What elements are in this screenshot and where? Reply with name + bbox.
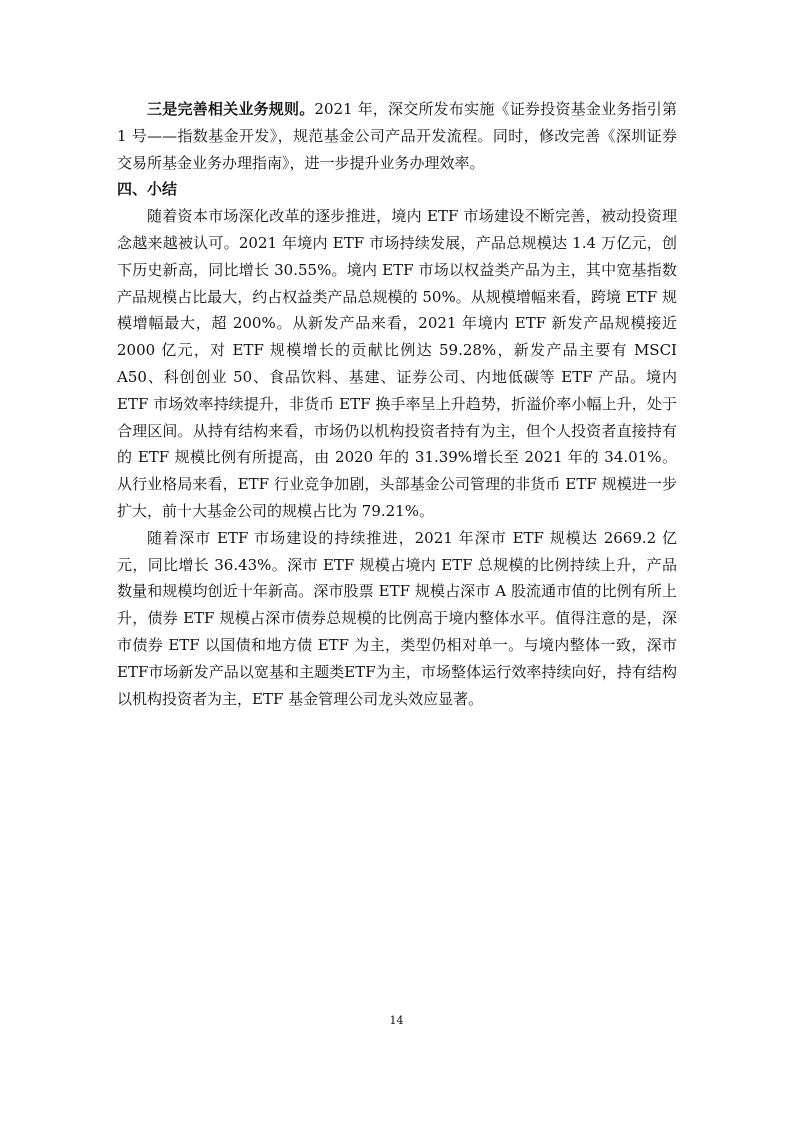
paragraph-shenzhen-etf-summary: 随着深市 ETF 市场建设的持续推进，2021 年深市 ETF 规模达 2669.2 亿元，同比增长 36.43%。深市 ETF 规模占境内 ETF 总规模的比例持续上升，产品数量和规模均创近十年新高。深市股票 ETF 规模占深市 A 股流通市值的比例有所上升，债券 ETF 规模占深市债券总规模的比例高于境内整体水平。值得注意的是，深市债券 ETF 以国债和地方债 ETF 为主，类型仍相对单一。与境内整体一致，深市ETF市场新发产品以宽基和主题类ETF为主，市场整体运行效率持续向好，持有结构以机构投资者为主，ETF 基金管理公司龙头效应显著。 <box>117 528 677 708</box>
document-body <box>117 96 677 712</box>
page-number: 14 <box>389 1014 404 1027</box>
paragraph-domestic-etf-summary: 随着资本市场深化改革的逐步推进，境内 ETF 市场建设不断完善，被动投资理念越来越被认可。2021 年境内 ETF 市场持续发展，产品总规模达 1.4 万亿元，创下历史新高，同比增长 30.55%。境内 ETF 市场以权益类产品为主，其中宽基指数产品规模占比最大，约占权益类产品总规模的 50%。从规模增幅来看，跨境 ETF 规模增幅最大，超 200%。从新发产品来看，2021 年境内 ETF 新发产品规模接近 2000 亿元，对 ETF 规模增长的贡献比例达 59.28%，新发产品主要有 MSCI A50、科创创业 50、食品饮料、基建、证券公司、内地低碳等 ETF 产品。境内 ETF 市场效率持续提升，非货币 ETF 换手率呈上升趋势，折溢价率小幅上升，处于合理区间。从持有结构来看，市场仍以机构投资者持有为主，但个人投资者直接持有的 ETF 规模比例有所提高，由 2020 年的 31.39%增长至 2021 年的 34.01%。从行业格局来看，ETF 行业竞争加剧，头部基金公司管理的非货币 ETF 规模进一步扩大，前十大基金公司的规模占比为 79.21%。 <box>117 207 677 520</box>
section-heading-summary: 四、小结 <box>117 180 178 199</box>
paragraph-business-rules <box>117 96 677 176</box>
paragraph-text: 2021 年，深交所发布实施《证券投资基金业务指引第 1 号——指数基金开发》，规范基金公司产品开发流程。同时，修改完善《深圳证券交易所基金业务办理指南》，进一步提升业务办理效率。 <box>117 100 677 172</box>
paragraph-lead-bold: 三是完善相关业务规则。 <box>147 100 315 118</box>
